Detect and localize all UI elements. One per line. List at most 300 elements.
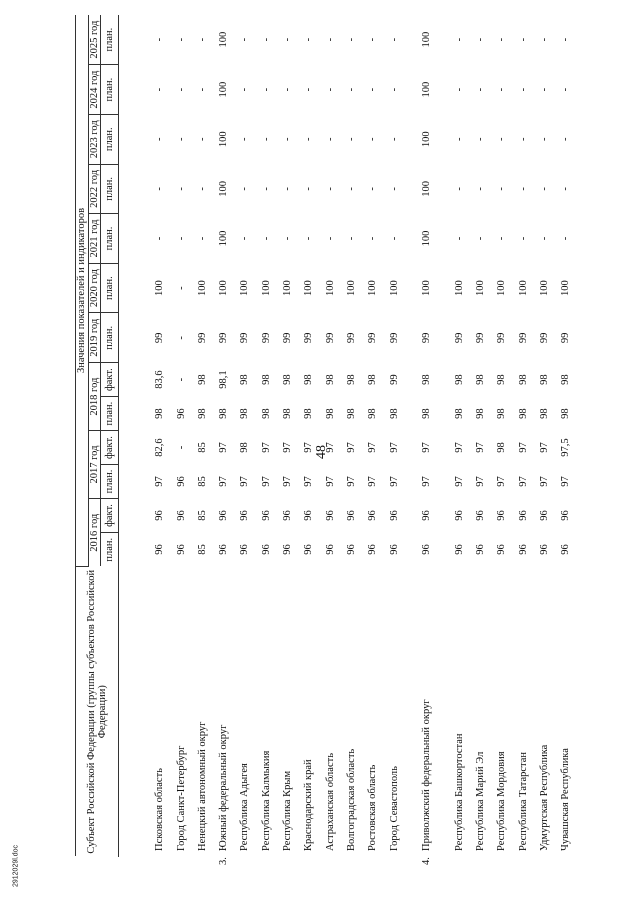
value-cell: 99 — [239, 332, 251, 344]
table-row — [277, 15, 298, 857]
value-cell: 96 — [218, 544, 230, 555]
value-cell: - — [453, 87, 465, 92]
value-cell: - — [175, 377, 187, 382]
value-cell: 96 — [538, 510, 550, 521]
table-row — [555, 15, 576, 857]
value-cell: 100 — [538, 280, 550, 297]
value-cell: 96 — [324, 510, 336, 521]
subject-name: Республика Марий Эл — [475, 751, 487, 851]
value-cell: 96 — [303, 544, 315, 555]
value-cell: 100 — [218, 81, 230, 98]
value-cell: 100 — [218, 131, 230, 148]
value-cell: 100 — [196, 280, 208, 297]
value-cell: 100 — [218, 181, 230, 197]
value-cell: - — [388, 37, 400, 42]
year-2017-header: 2017 год — [88, 431, 101, 499]
value-cell: 96 — [475, 510, 487, 521]
subject-name: Город Севастополь — [388, 766, 400, 851]
subject-name: Приволжский федеральный округ — [421, 699, 433, 851]
value-cell: 96 — [175, 510, 187, 521]
value-cell: 96 — [388, 544, 400, 555]
value-cell: - — [517, 137, 529, 141]
value-cell: - — [453, 187, 465, 191]
year-2019-header: 2019 год — [88, 313, 101, 363]
table-row — [298, 15, 319, 857]
value-cell: - — [367, 87, 379, 92]
subject-name-cell — [491, 566, 512, 856]
value-cell: 98 — [421, 408, 433, 419]
value-cell: 97 — [517, 476, 529, 487]
value-cell: 98,1 — [218, 370, 230, 389]
value-cell: 98 — [196, 374, 208, 385]
value-cell: 96 — [475, 544, 487, 555]
value-cell: 96 — [421, 510, 433, 521]
value-cell: 100 — [421, 31, 433, 48]
value-cell: - — [175, 286, 187, 290]
value-cell: 99 — [303, 332, 315, 344]
year-2021-header: 2021 год — [88, 214, 101, 264]
table-row — [234, 15, 255, 857]
page-number: 48 — [314, 445, 329, 459]
value-cell: - — [282, 187, 294, 191]
table-row — [362, 15, 383, 857]
subject-name: Волгоградская область — [345, 748, 357, 851]
value-cell: 83,6 — [154, 370, 166, 389]
value-cell: - — [282, 87, 294, 92]
value-cell: 97 — [282, 476, 294, 487]
value-cell: 96 — [239, 544, 251, 555]
value-cell: 97 — [388, 442, 400, 453]
subject-name: Южный федеральный округ — [218, 724, 230, 851]
subject-name: Республика Адыгея — [239, 763, 251, 851]
subject-name-cell — [555, 566, 576, 856]
value-cell: - — [175, 137, 187, 141]
subject-name-cell — [256, 566, 277, 856]
value-cell: 100 — [260, 280, 272, 297]
value-cell: 98 — [388, 408, 400, 419]
value-cell: - — [560, 137, 572, 141]
subject-name: Чувашская Республика — [560, 748, 572, 851]
table-row — [149, 15, 170, 857]
value-cell: - — [345, 187, 357, 191]
value-cell: 97 — [239, 476, 251, 487]
value-cell: - — [196, 37, 208, 42]
value-cell: 99 — [196, 332, 208, 344]
year-2023-header: 2023 год — [88, 114, 101, 164]
subject-name-cell — [298, 566, 319, 856]
value-cell: - — [154, 187, 166, 191]
value-cell: - — [496, 37, 508, 42]
value-cell: 99 — [475, 332, 487, 344]
subject-name: Удмуртская Республика — [538, 744, 550, 851]
value-cell: 98 — [239, 374, 251, 385]
value-cell: - — [496, 137, 508, 141]
table-row — [256, 15, 277, 857]
value-cell: - — [324, 187, 336, 191]
value-cell: 98 — [282, 408, 294, 419]
spacer-row — [119, 15, 150, 857]
value-cell: 100 — [421, 230, 433, 247]
value-cell: 97 — [324, 476, 336, 487]
indicator-table — [75, 15, 576, 865]
value-cell: 98 — [260, 374, 272, 385]
value-cell: 97 — [496, 476, 508, 487]
subject-name: Псковская область — [154, 768, 166, 851]
value-cell: - — [196, 87, 208, 92]
value-cell: 100 — [475, 280, 487, 297]
year-2020-header: 2020 год — [88, 263, 101, 313]
value-cell: 96 — [367, 510, 379, 521]
fact-subheader: факт. — [101, 431, 119, 465]
value-cell: - — [367, 137, 379, 141]
subject-name-cell — [341, 566, 362, 856]
value-cell: - — [367, 187, 379, 191]
value-cell: - — [517, 87, 529, 92]
value-cell: - — [239, 37, 251, 42]
value-cell: 98 — [560, 374, 572, 385]
value-cell: - — [475, 87, 487, 92]
value-cell: 100 — [218, 230, 230, 247]
value-cell: 98 — [475, 374, 487, 385]
value-cell: 96 — [282, 510, 294, 521]
value-cell: - — [303, 87, 315, 92]
value-cell: 96 — [324, 544, 336, 555]
plan-subheader: план. — [101, 114, 119, 164]
value-cell: - — [453, 137, 465, 141]
value-cell: - — [475, 187, 487, 191]
value-cell: 100 — [421, 131, 433, 148]
value-cell: 98 — [367, 374, 379, 385]
table-body — [119, 15, 577, 865]
value-cell: - — [175, 87, 187, 92]
table-row — [405, 15, 449, 857]
table-row — [513, 15, 534, 857]
value-cell: 99 — [218, 332, 230, 344]
value-cell: - — [388, 187, 400, 191]
value-cell: - — [303, 187, 315, 191]
value-cell: 98 — [421, 374, 433, 385]
value-cell: 97 — [154, 476, 166, 487]
subject-name-cell — [149, 566, 170, 856]
value-cell: 96 — [453, 510, 465, 521]
file-stamp: 2912029l.doc — [12, 844, 20, 888]
value-cell: 97 — [475, 442, 487, 453]
subject-name-cell — [513, 566, 534, 856]
table-row — [319, 15, 340, 857]
value-cell: - — [367, 37, 379, 42]
value-cell: 98 — [345, 408, 357, 419]
table-row — [383, 15, 404, 857]
value-cell: 97 — [303, 442, 315, 453]
value-cell: - — [175, 37, 187, 42]
subject-name: Республика Крым — [282, 770, 294, 851]
value-cell: - — [239, 187, 251, 191]
value-cell: - — [196, 137, 208, 141]
value-cell: 98 — [345, 374, 357, 385]
value-cell: 96 — [560, 510, 572, 521]
fact-subheader: факт. — [101, 363, 119, 397]
value-cell: 97 — [218, 442, 230, 453]
value-cell: - — [260, 187, 272, 191]
value-cell: 98 — [453, 374, 465, 385]
value-cell: - — [538, 236, 550, 241]
value-cell: - — [560, 87, 572, 92]
value-cell: - — [496, 236, 508, 241]
fact-subheader: факт. — [101, 499, 119, 533]
subject-name-cell — [383, 566, 404, 856]
value-cell: - — [345, 137, 357, 141]
value-cell: 97 — [388, 476, 400, 487]
value-cell: 96 — [303, 510, 315, 521]
value-cell: 96 — [496, 510, 508, 521]
value-cell: - — [260, 87, 272, 92]
value-cell: 96 — [260, 544, 272, 555]
table-row — [170, 15, 191, 857]
value-cell: - — [496, 187, 508, 191]
value-cell: 98 — [517, 408, 529, 419]
plan-subheader: план. — [101, 15, 119, 65]
value-cell: - — [517, 236, 529, 241]
subject-name: Краснодарский край — [303, 759, 315, 851]
value-cell: 97 — [538, 476, 550, 487]
subject-name-cell — [362, 566, 383, 856]
plan-subheader: план. — [101, 65, 119, 115]
value-cell: - — [154, 236, 166, 241]
value-cell: - — [560, 187, 572, 191]
value-cell: 97 — [453, 442, 465, 453]
value-cell: - — [324, 87, 336, 92]
value-cell: - — [324, 137, 336, 141]
value-cell: - — [475, 236, 487, 241]
value-cell: 98 — [303, 408, 315, 419]
value-cell: 97 — [345, 442, 357, 453]
subject-name-cell — [170, 566, 191, 856]
subject-name: Ненецкий автономный округ — [196, 721, 208, 851]
value-cell: 99 — [421, 332, 433, 344]
value-cell: 97 — [421, 476, 433, 487]
value-cell: 96 — [345, 544, 357, 555]
value-cell: 99 — [560, 332, 572, 344]
value-cell: - — [154, 137, 166, 141]
value-cell: 97 — [324, 442, 336, 453]
subject-name: Ростовская область — [367, 764, 379, 851]
subject-name-cell: 4.Приволжский федеральный округ — [421, 699, 433, 865]
plan-subheader: план. — [101, 465, 119, 499]
value-cell: - — [388, 137, 400, 141]
value-cell: 100 — [218, 31, 230, 48]
value-cell: 96 — [388, 510, 400, 521]
value-cell: 99 — [260, 332, 272, 344]
plan-subheader: план. — [101, 532, 119, 566]
value-cell: 100 — [303, 280, 315, 297]
value-cell: - — [453, 236, 465, 241]
value-cell: - — [239, 137, 251, 141]
plan-subheader: план. — [101, 313, 119, 363]
value-cell: 99 — [154, 332, 166, 344]
value-cell: 96 — [175, 544, 187, 555]
value-cell: 96 — [496, 544, 508, 555]
year-2024-header: 2024 год — [88, 65, 101, 115]
value-cell: 96 — [367, 544, 379, 555]
value-cell: 100 — [324, 280, 336, 297]
value-cell: 85 — [196, 510, 208, 521]
value-cell: 98 — [475, 408, 487, 419]
value-cell: 99 — [453, 332, 465, 344]
value-cell: - — [175, 187, 187, 191]
value-cell: 98 — [453, 408, 465, 419]
value-cell: 97 — [538, 442, 550, 453]
value-cell: 100 — [218, 280, 230, 297]
value-cell: 99 — [517, 332, 529, 344]
value-cell: 97 — [453, 476, 465, 487]
value-cell: 97 — [475, 476, 487, 487]
subject-name-cell: 3.Южный федеральный округ — [218, 724, 230, 865]
plan-subheader: план. — [101, 214, 119, 264]
value-cell: - — [154, 37, 166, 42]
value-cell: - — [475, 37, 487, 42]
value-cell: 98 — [367, 408, 379, 419]
value-cell: - — [260, 37, 272, 42]
subject-column-header: Субъект Российской Федерации (группы субъектов Российской Федерации) — [76, 566, 119, 856]
value-cell: 82,6 — [154, 438, 166, 457]
value-cell: - — [303, 37, 315, 42]
value-cell: 100 — [560, 280, 572, 297]
value-cell: 96 — [175, 476, 187, 487]
value-cell: 96 — [538, 544, 550, 555]
value-cell: 97 — [218, 476, 230, 487]
table-row — [449, 15, 470, 857]
value-cell: 97 — [367, 442, 379, 453]
value-cell: - — [154, 87, 166, 92]
value-cell: - — [260, 236, 272, 241]
value-cell: 98 — [496, 442, 508, 453]
value-cell: 99 — [345, 332, 357, 344]
table-row — [534, 15, 555, 857]
table-row — [491, 15, 512, 857]
year-2016-header: 2016 год — [88, 499, 101, 567]
value-cell: 100 — [421, 181, 433, 197]
value-cell: 98 — [239, 442, 251, 453]
value-cell: 85 — [196, 442, 208, 453]
value-cell: 98 — [324, 408, 336, 419]
value-cell: 98 — [538, 374, 550, 385]
value-cell: - — [496, 87, 508, 92]
value-cell: - — [538, 187, 550, 191]
value-cell: 100 — [239, 280, 251, 297]
value-cell: - — [517, 37, 529, 42]
value-cell: - — [517, 187, 529, 191]
value-cell: 99 — [367, 332, 379, 344]
subject-name-cell — [192, 566, 213, 856]
value-cell: - — [345, 37, 357, 42]
value-cell: 98 — [324, 374, 336, 385]
value-cell: - — [303, 236, 315, 241]
value-cell: 98 — [239, 408, 251, 419]
value-cell: 97 — [260, 442, 272, 453]
value-cell: 98 — [282, 374, 294, 385]
value-cell: - — [239, 87, 251, 92]
subject-name: Астраханская область — [324, 753, 336, 851]
value-cell: 97 — [260, 476, 272, 487]
value-cell: 97 — [367, 476, 379, 487]
value-cell: - — [260, 137, 272, 141]
subject-name-cell — [277, 566, 298, 856]
value-cell: - — [175, 336, 187, 340]
value-cell: 100 — [367, 280, 379, 297]
value-cell: - — [175, 236, 187, 241]
subject-name-cell — [234, 566, 255, 856]
value-cell: 97 — [421, 442, 433, 453]
value-cell: - — [196, 236, 208, 241]
value-cell: - — [538, 137, 550, 141]
year-2018-header: 2018 год — [88, 363, 101, 431]
value-cell: 96 — [154, 510, 166, 521]
value-cell: 96 — [560, 544, 572, 555]
value-cell: 98 — [303, 374, 315, 385]
value-cell: 100 — [282, 280, 294, 297]
subject-name-cell — [319, 566, 340, 856]
value-cell: - — [324, 37, 336, 42]
value-cell: 85 — [196, 544, 208, 555]
subject-name: Город Санкт-Петербург — [175, 745, 187, 851]
value-cell: 97 — [560, 476, 572, 487]
table-row — [341, 15, 362, 857]
value-cell: - — [560, 236, 572, 241]
value-cell: 96 — [421, 544, 433, 555]
value-cell: - — [538, 37, 550, 42]
value-cell: 96 — [517, 544, 529, 555]
value-cell: - — [282, 236, 294, 241]
indicator-table-sheet — [75, 15, 572, 865]
plan-subheader: план. — [101, 263, 119, 313]
value-cell: 98 — [517, 374, 529, 385]
value-cell: 99 — [324, 332, 336, 344]
value-cell: - — [453, 37, 465, 42]
value-cell: - — [388, 87, 400, 92]
value-cell: 96 — [260, 510, 272, 521]
value-cell: 99 — [388, 332, 400, 344]
value-cell: 98 — [496, 408, 508, 419]
value-cell: 96 — [154, 544, 166, 555]
value-cell: 100 — [388, 280, 400, 297]
value-cell: - — [175, 445, 187, 450]
value-cell: 97,5 — [560, 438, 572, 457]
value-cell: 98 — [560, 408, 572, 419]
value-cell: 97 — [282, 442, 294, 453]
value-cell: - — [560, 37, 572, 42]
value-cell: - — [282, 137, 294, 141]
value-cell: 96 — [282, 544, 294, 555]
value-cell: 99 — [496, 332, 508, 344]
value-cell: - — [345, 236, 357, 241]
value-cell: 96 — [175, 408, 187, 419]
table-row — [213, 15, 234, 857]
value-cell: - — [324, 236, 336, 241]
value-cell: 98 — [538, 408, 550, 419]
subject-name: Республика Татарстан — [517, 751, 529, 851]
value-cell: 100 — [154, 280, 166, 297]
value-cell: 98 — [496, 374, 508, 385]
value-cell: 97 — [345, 476, 357, 487]
table-row — [470, 15, 491, 857]
subject-name-cell — [470, 566, 491, 856]
values-header: Значения показателей и индикаторов — [76, 15, 89, 566]
value-cell: - — [475, 137, 487, 141]
value-cell: 97 — [303, 476, 315, 487]
value-cell: 98 — [218, 408, 230, 419]
value-cell: 98 — [154, 408, 166, 419]
value-cell: 100 — [421, 280, 433, 297]
